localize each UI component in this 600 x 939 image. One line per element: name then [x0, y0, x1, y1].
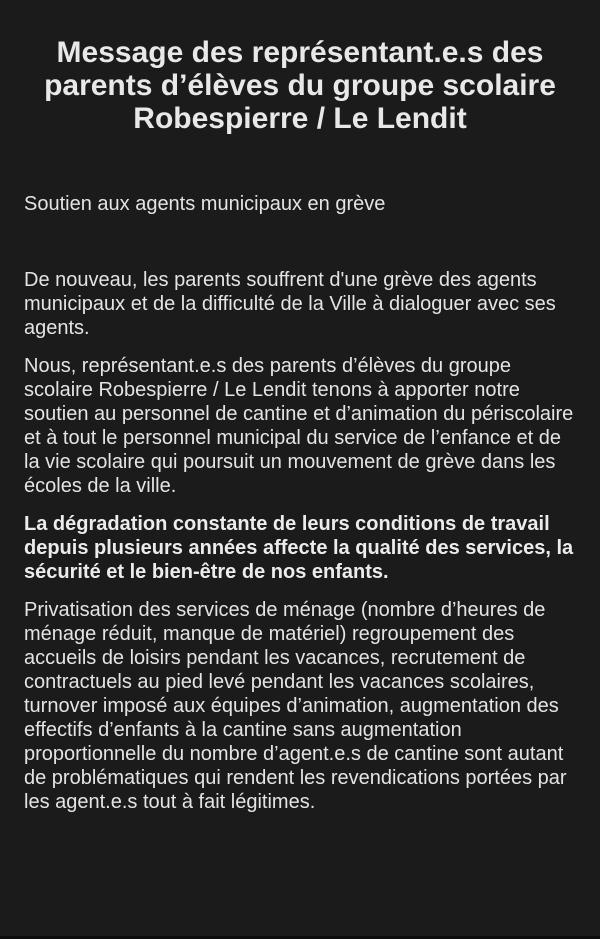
article-subtitle: Soutien aux agents municipaux en grève [24, 193, 386, 215]
paragraph-highlight: La dégradation constante de leurs conditions de travail depuis plusieurs années affecte la qualité des services, la sécurité et le bien-être de nos enfants. [24, 513, 574, 583]
article-title: Message des représentant.e.s des parents d’élèves du groupe scolaire Robespierre / Le Lendit [44, 36, 556, 135]
paragraph-support: Nous, représentant.e.s des parents d’élèves du groupe scolaire Robespierre / Le Lendit tenons à apporter notre soutien au personnel de cantine et d’animation du périscolaire et à tout le personnel municipal du service de l’enfance et de la vie scolaire qui poursuit un mouvement de grève dans les écoles de la ville. [24, 355, 574, 497]
paragraph-problems: Privatisation des services de ménage (nombre d’heures de ménage réduit, manque de matériel) regroupement des accueils de loisirs pendant les vacances, recrutement de contractuels au pied levé pendant les vacances scolaires, turnover imposé aux équipes d’animation, augmentation des effectifs d’enfants à la cantine sans augmentation proportionnelle du nombre d’agent.e.s de cantine sont autant de problématiques qui rendent les revendications portées par les agent.e.s tout à fait légitimes. [24, 599, 567, 813]
paragraph-intro: De nouveau, les parents souffrent d'une grève des agents municipaux et de la difficulté de la Ville à dialoguer avec ses agents. [24, 269, 556, 339]
